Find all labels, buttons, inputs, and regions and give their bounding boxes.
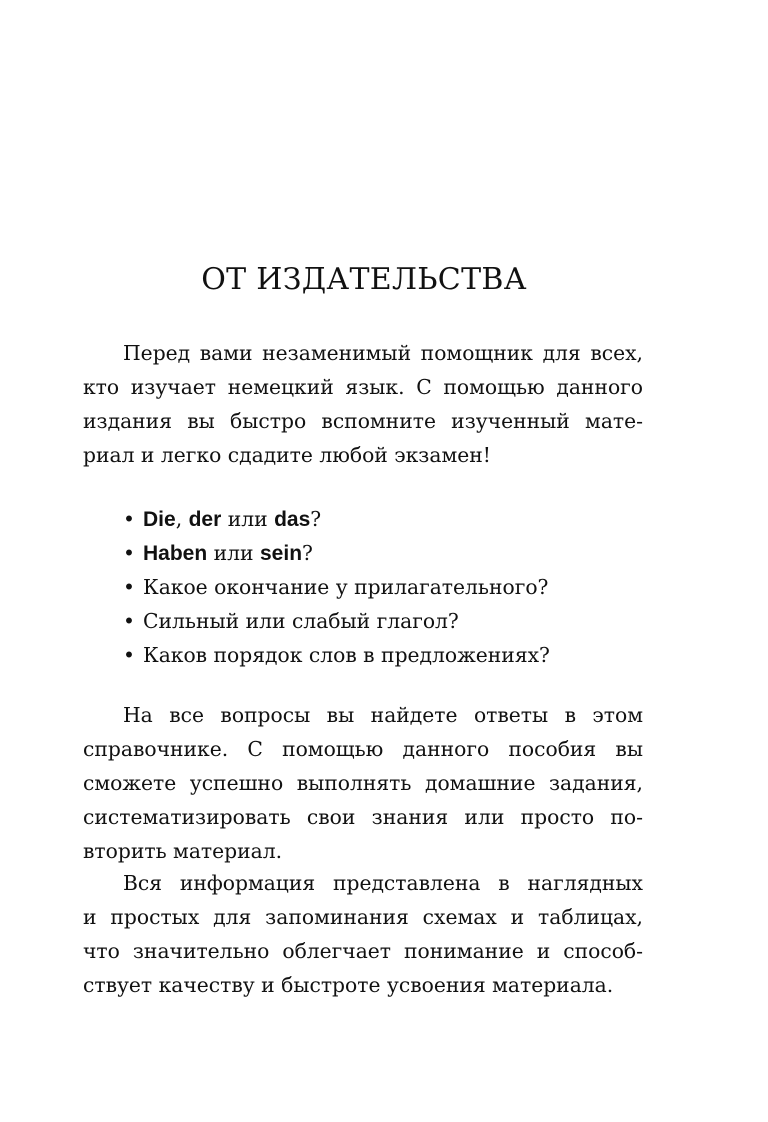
- list-item: [123, 536, 643, 570]
- paragraph-line: вторить материал.: [83, 839, 283, 863]
- paragraph-line: На все вопросы вы найдете ответы в этом: [123, 703, 643, 727]
- list-item-text: Сильный или слабый глагол?: [143, 609, 459, 633]
- paragraph-line: и простых для запоминания схемах и таблицах,: [83, 905, 643, 929]
- verb-term: sein: [260, 542, 303, 565]
- list-item-text: Каков порядок слов в предложениях?: [143, 643, 550, 667]
- bullet-icon: •: [123, 507, 135, 531]
- paragraph-line: справочнике. С помощью данного пособия вы: [83, 737, 643, 761]
- article-term: der: [188, 508, 222, 531]
- verb-term: Haben: [143, 542, 208, 565]
- answers-paragraph: [83, 698, 643, 868]
- paragraph-line: Перед вами незаменимый помощник для всех,: [123, 341, 643, 365]
- bullet-icon: •: [123, 575, 135, 599]
- paragraph-line: что значительно облегчает понимание и способ-: [83, 939, 643, 963]
- bullet-icon: •: [123, 643, 135, 667]
- paragraph-line: издания вы быстро вспомните изученный мате-: [83, 409, 643, 433]
- list-item-text: Какое окончание у прилагательного?: [143, 575, 549, 599]
- question-mark: ?: [302, 541, 313, 565]
- page-title: ОТ ИЗДАТЕЛЬСТВА: [201, 262, 527, 297]
- paragraph-line: риал и легко сдадите любой экзамен!: [83, 443, 491, 467]
- paragraph-line: систематизировать свои знания или просто по-: [83, 805, 643, 829]
- list-item: [123, 638, 643, 672]
- conjunction: или: [207, 541, 260, 565]
- question-list: [123, 502, 643, 672]
- bullet-icon: •: [123, 541, 135, 565]
- list-item: [123, 604, 643, 638]
- question-mark: ?: [310, 507, 322, 531]
- separator: ,: [175, 507, 189, 531]
- intro-paragraph: [83, 336, 643, 472]
- paragraph-line: ствует качеству и быстроте усвоения материала.: [83, 973, 614, 997]
- info-paragraph: [83, 866, 643, 1002]
- paragraph-line: Вся информация представлена в наглядных: [123, 871, 643, 895]
- list-item: [123, 570, 643, 604]
- paragraph-line: сможете успешно выполнять домашние задания,: [83, 771, 643, 795]
- conjunction: или: [221, 507, 275, 531]
- list-item: [123, 502, 643, 536]
- bullet-icon: •: [123, 609, 135, 633]
- article-term: das: [274, 508, 311, 531]
- article-term: Die: [143, 508, 176, 531]
- paragraph-line: кто изучает немецкий язык. С помощью данного: [83, 375, 643, 399]
